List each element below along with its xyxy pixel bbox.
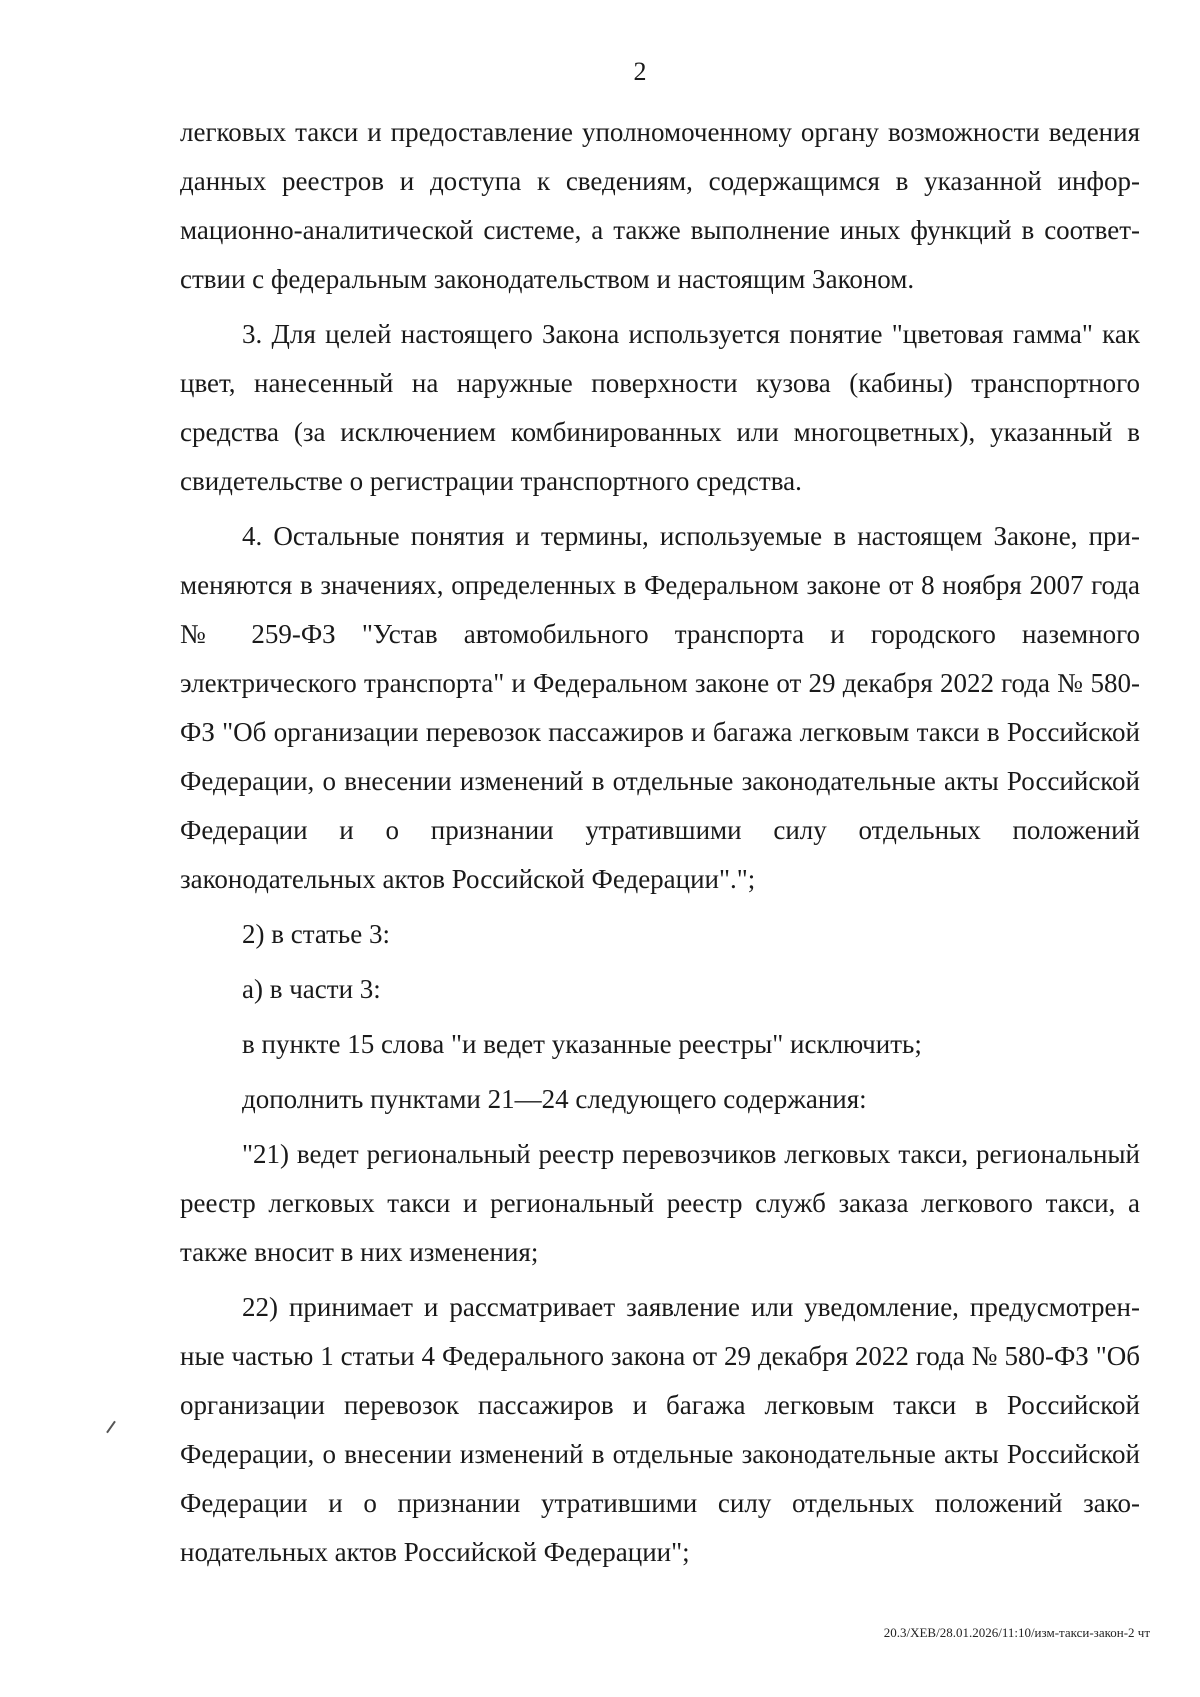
margin-pen-mark <box>106 1421 116 1434</box>
paragraph-article-3: 2) в статье 3: <box>242 919 390 949</box>
footer-document-code: 20.3/ХЕВ/28.01.2026/11:10/изм-такси-закон-2 чт <box>883 1625 1150 1640</box>
paragraph-clause-21: "21) ведет региональный реестр перевозчиков легковых такси, региональный реестр легковых такси и региональный реестр служб заказа легкового такси, а также вносит в них изменения; <box>180 1139 1140 1267</box>
page-number: 2 <box>633 57 647 86</box>
paragraph-item-4: 4. Остальные понятия и термины, используемые в настоящем Законе, применяются в значениях, определенных в Федеральном законе от 8 ноября 2007 года № 259-ФЗ "Устав автомобильного транспорта и городского наземного электрического транспорта" и Федеральном законе от 29 декабря 2022 года № 580-ФЗ "Об организации перевозок пассажиров и багажа легковым такси в Российской Федерации, о внесении изменений в отдельные законодательные акты Российской Федерации и о признании утратившими силу отдельных положений законодательных актов Российской Федерации"."; <box>180 521 1140 894</box>
paragraph-part-3: а) в части 3: <box>242 974 381 1004</box>
paragraph-clause-15: в пункте 15 слова "и ведет указанные реестры" исключить; <box>242 1029 922 1059</box>
paragraph-item-3: 3. Для целей настоящего Закона используется понятие "цветовая гамма" как цвет, нанесенный на наружные поверхности кузова (кабины) транспортного средства (за исключением комбинированных или многоцветных), указанный в свидетельстве о регистрации транспортного средства. <box>180 319 1140 496</box>
paragraph-clause-22: 22) принимает и рассматривает заявление или уведомление, предусмотренные частью 1 статьи 4 Федерального закона от 29 декабря 2022 года № 580-ФЗ "Об организации перевозок пассажиров и багажа легковым такси в Российской Федерации, о внесении изменений в отдельные законодательные акты Российской Федерации и о признании утратившими силу отдельных положений законодательных актов Российской Федерации"; <box>180 1292 1140 1567</box>
paragraph-add-clauses: дополнить пунктами 21—24 следующего содержания: <box>242 1084 867 1114</box>
paragraph-continuation: легковых такси и предоставление уполномоченному органу возможности ведения данных реестров и доступа к сведениям, содержащимся в указанной информационно-аналитической системе, а также выполнение иных функций в соответствии с федеральным законодательством и настоящим Законом. <box>180 117 1140 294</box>
document-body <box>180 108 1140 1583</box>
